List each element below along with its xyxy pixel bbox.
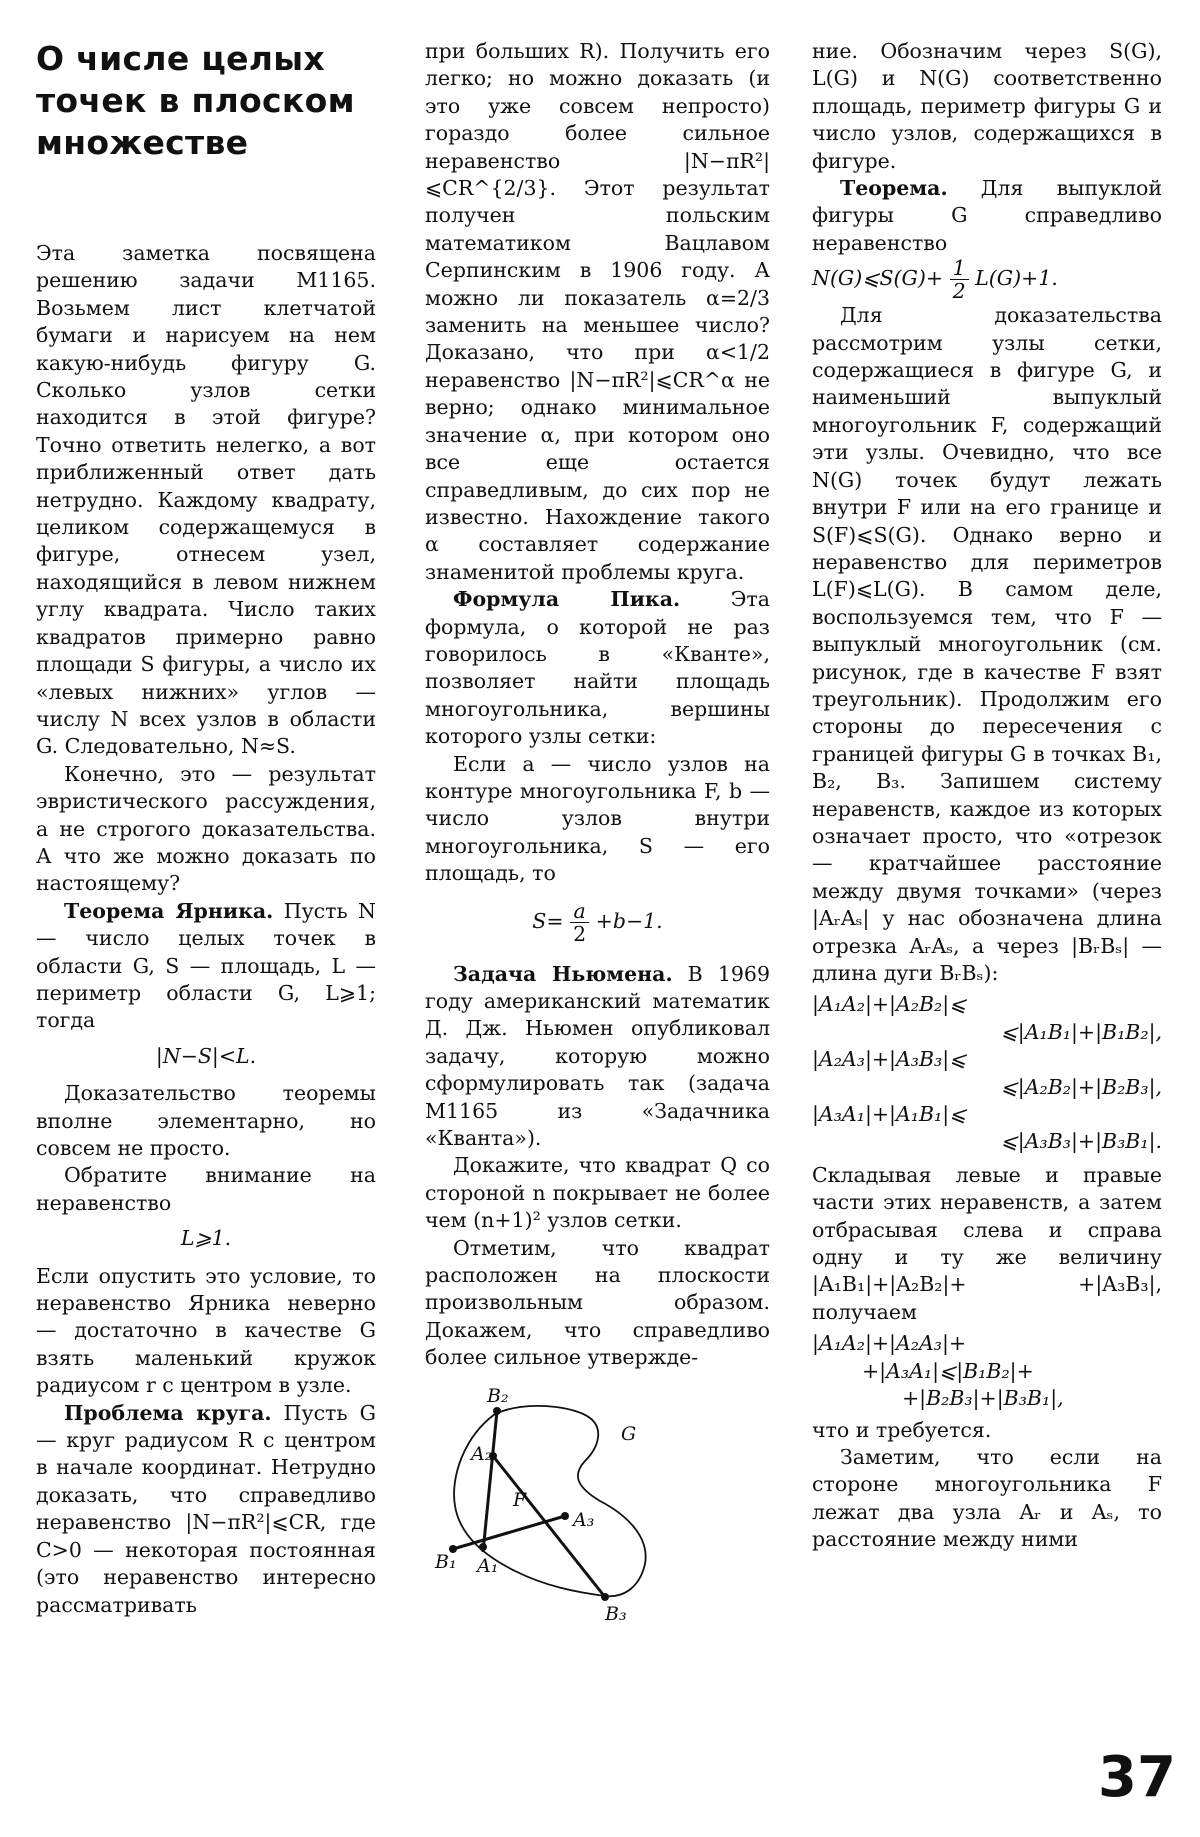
proof-note: Доказательство теоремы вполне элементарно, но совсем не просто.: [36, 1081, 376, 1160]
segment-b2-a1: [483, 1411, 497, 1552]
sum-line: |A₁A₂|+|A₂A₃|+: [812, 1331, 967, 1356]
inequality-line: |A₃A₁|+|A₁B₁|⩽: [812, 1102, 967, 1127]
newman-statement: Докажите, что квадрат Q со стороной n покрывает не более чем (n+1)² узлов сетки.: [425, 1153, 770, 1233]
pick-rhs: +b−1.: [595, 908, 663, 933]
sum-line: +|A₃A₁|⩽|B₁B₂|+: [862, 1358, 1034, 1383]
pick-numerator: a: [570, 900, 589, 923]
newman-problem: [425, 961, 770, 1153]
page-number: 37: [1098, 1745, 1176, 1810]
conclusion-line: что и требуется.: [812, 1417, 992, 1442]
segment-b1-a3: [453, 1516, 565, 1549]
summing-paragraph: Складывая левые и правые части этих неравенств, а затем отбрасывая слева и справа одну и ту же величину |A₁B₁|+|A₂B₂|+ +|A₃B₃|, получаем: [812, 1162, 1162, 1324]
circle-heading: Проблема круга.: [64, 1400, 272, 1425]
newman-text: В 1969 году американский математик Д. Дж. Ньюмен опубликовал задачу, которую можно сформулировать так (задача М1165 из «Задачника «Кванта»).: [425, 961, 770, 1151]
jarnik-heading: Теорема Ярника.: [64, 898, 274, 923]
theorem-heading: Теорема.: [840, 176, 948, 201]
inequality-line: |A₂A₃|+|A₃B₃|⩽: [812, 1047, 967, 1072]
pick-lhs: S=: [532, 908, 564, 933]
jarnik-text: Пусть N — число целых точек в области G, S — площадь, L — периметр области G, L⩾1; тогда: [36, 898, 376, 1033]
theorem-formula: [812, 257, 1162, 302]
label-a2: A₂: [471, 1442, 493, 1465]
newman-heading: Задача Ньюмена.: [453, 961, 673, 986]
theorem-text: Для выпуклой фигуры G справедливо неравенство: [812, 176, 1162, 255]
point-b3: [601, 1593, 609, 1601]
main-theorem: [812, 175, 1162, 257]
sum-inequality: [812, 1330, 1162, 1412]
inequality-line: ⩽|A₃B₃|+|B₃B₁|.: [1000, 1129, 1162, 1154]
pick-formula-section: [425, 586, 770, 750]
inequality-line: ⩽|A₁B₁|+|B₁B₂|,: [1000, 1019, 1162, 1044]
jarnik-formula: |N−S|<L.: [155, 1043, 257, 1068]
article-title: О числе целых точек в плоском множестве: [36, 39, 355, 162]
heuristic-paragraph: Конечно, это — результат эвристического рассуждения, а не строгого доказательства. А что же можно доказать по настоящему?: [36, 761, 376, 896]
pick-denominator: 2: [573, 921, 587, 946]
theorem-numerator: 1: [950, 257, 969, 280]
circle-text: Пусть G — круг радиусом R с центром в начале координат. Нетрудно доказать, что справедливо неравенство |N−πR²|⩽CR, где C>0 — некоторая постоянная (это неравенство интересно рассматривать: [36, 1400, 376, 1617]
l-condition-formula: L⩾1.: [180, 1226, 232, 1251]
sum-line: +|B₂B₃|+|B₃B₁|,: [902, 1386, 1064, 1411]
intro-paragraph: Эта заметка посвящена решению задачи М1165. Возьмем лист клетчатой бумаги и нарисуем на нем какую-нибудь фигуру G. Сколько узлов сетки находится в этой фигуре? Точно ответить нелегко, а вот приближенный ответ дать нетрудно. Каждому квадрату, целиком содержащемуся в фигуре, отнесем узел, находящийся в левом нижнем углу квадрата. Число таких квадратов примерно равно площади S фигуры, а число их «левых нижних» углов — числу N всех узлов в области G. Следовательно, N≈S.: [36, 241, 376, 759]
circle-problem: [36, 1400, 376, 1619]
label-a1: A₁: [477, 1554, 499, 1577]
jarnik-theorem: [36, 898, 376, 1035]
label-b3: B₃: [605, 1602, 627, 1625]
theorem-fraction: [950, 257, 969, 302]
pick-formula: [425, 900, 770, 945]
inequality-system: [812, 991, 1162, 1155]
column-3: [812, 38, 1162, 1554]
remark-paragraph: Заметим, что если на стороне многоугольника F лежат два узла Aᵣ и Aₛ, то расстояние между ними: [812, 1444, 1162, 1552]
pick-heading: Формула Пика.: [453, 587, 681, 612]
pick-text: Эта формула, о которой не раз говорилось в «Кванте», позволяет найти площадь многоугольника, вершины которого узлы сетки:: [425, 587, 770, 749]
inequality-line: ⩽|A₂B₂|+|B₂B₃|,: [1000, 1074, 1162, 1099]
label-a3: A₃: [573, 1508, 595, 1531]
sierpinski-paragraph: при больших R). Получить его легко; но можно доказать (и это уже совсем непросто) гораздо более сильное неравенство |N−πR²|⩽CR^{2/3}. Этот результат получен польским математиком Вацлавом Серпинским в 1906 году. А можно ли показатель α=2/3 заменить на меньшее число? Доказано, что при α<1/2 неравенство |N−πR²|⩽CR^α не верно; однако минимальное значение α, при котором оно все еще остается справедливым, до сих пор не известно. Нахождение такого α составляет содержание знаменитой проблемы круга.: [425, 39, 770, 584]
point-a1: [479, 1543, 487, 1551]
label-b1: B₁: [435, 1550, 457, 1573]
counterexample-paragraph: Если опустить это условие, то неравенство Ярника неверно — достаточно в качестве G взять маленький кружок радиусом r с центром в узле.: [36, 1263, 376, 1398]
attention-paragraph: Обратите внимание на неравенство: [36, 1163, 376, 1215]
column-2: [425, 38, 770, 1633]
pick-definition: Если a — число узлов на контуре многоугольника F, b — число узлов внутри многоугольника, S — его площадь, то: [425, 751, 770, 886]
pick-fraction: [570, 900, 589, 945]
notation-paragraph: ние. Обозначим через S(G), L(G) и N(G) соответственно площадь, периметр фигуры G и число узлов, содержащихся в фигуре.: [812, 39, 1162, 173]
arbitrary-position-paragraph: Отметим, что квадрат расположен на плоскости произвольным образом. Докажем, что справедливо более сильное утвержде-: [425, 1235, 770, 1370]
column-1: [36, 38, 376, 1619]
label-f: F: [513, 1488, 527, 1511]
inequality-line: |A₁A₂|+|A₂B₂|⩽: [812, 992, 967, 1017]
theorem-denominator: 2: [952, 279, 966, 304]
proof-paragraph: Для доказательства рассмотрим узлы сетки, содержащиеся в фигуре G, и наименьший выпуклый многоугольник F, содержащий эти узлы. Очевидно, что все N(G) точек будут лежать внутри F или на его границе и S(F)⩽S(G). Однако верно и неравенство для периметров L(F)⩽L(G). В самом деле, воспользуемся тем, что F — выпуклый многоугольник (см. рисунок, где в качестве F взят треугольник). Продолжим его стороны до пересечения с границей фигуры G в точках B₁, B₂, B₃. Запишем систему неравенств, каждое из которых означает просто, что «отрезок — кратчайшее расстояние между двумя точками» (через |AᵣAₛ| у нас обозначена длина отрезка AᵣAₛ, а через |BᵣBₛ| — длина дуги BᵣBₛ):: [812, 303, 1162, 985]
theorem-rhs: L(G)+1.: [975, 266, 1058, 291]
point-b2: [493, 1407, 501, 1415]
theorem-lhs: N(G)⩽S(G)+: [812, 266, 944, 291]
label-b2: B₂: [487, 1385, 509, 1407]
point-a3: [561, 1512, 569, 1520]
label-g: G: [621, 1422, 637, 1445]
figure-diagram: [425, 1386, 770, 1633]
triangle-figure: [425, 1386, 725, 1626]
